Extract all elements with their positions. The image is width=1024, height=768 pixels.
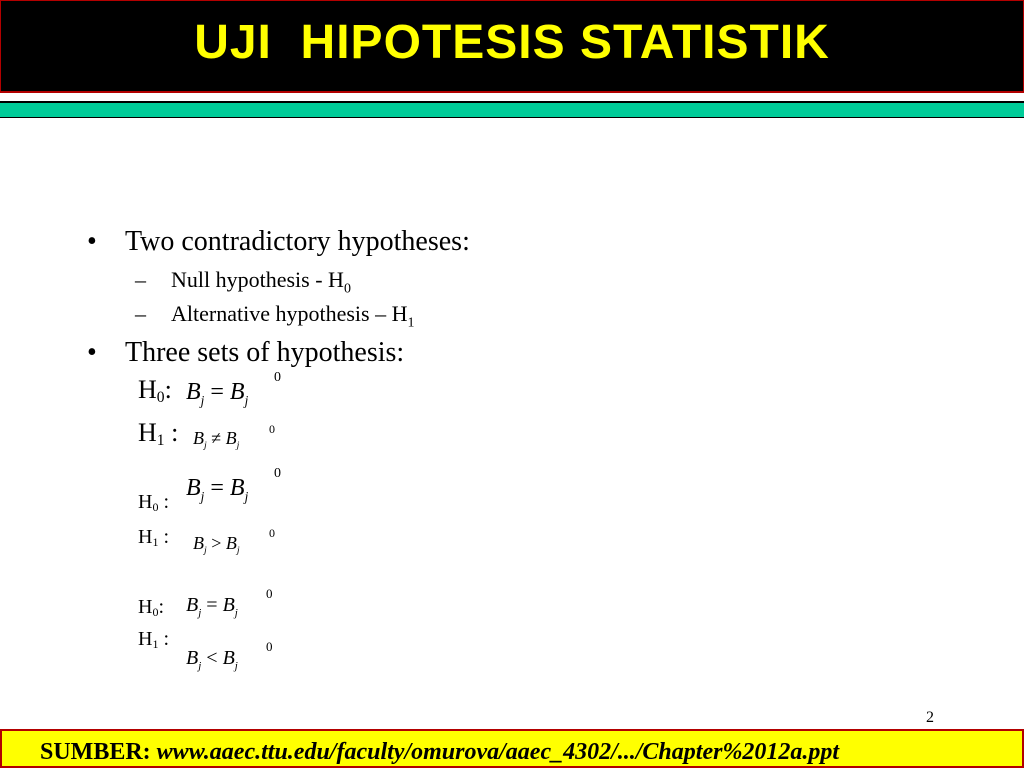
equation-h0-set3: $B_j = B_j$ 0 [186, 586, 273, 619]
equation-h1-set3: $B_j < B_j$ 0 [186, 639, 273, 672]
equation-h1-set2: $B_j > B_j$ 0 [193, 526, 275, 557]
h0-label-set1: $H_0$: [138, 375, 172, 406]
footer-label: SUMBER: [40, 739, 151, 765]
sub-text: Null hypothesis - H [171, 267, 344, 292]
bullet-glyph: • [87, 226, 97, 257]
bullet-glyph: • [87, 337, 97, 368]
sub-index: 1 [407, 315, 415, 331]
bullet-text: Three sets of hypothesis: [125, 337, 405, 368]
slide-title: UJI HIPOTESIS STATISTIK [194, 16, 830, 69]
source-url: www.aaec.ttu.edu/faculty/omurova/aaec_4302/.../Chapter%2012a.ppt [156, 739, 840, 765]
page-number: 2 [926, 709, 934, 726]
sub-text: Alternative hypothesis – H [171, 301, 408, 326]
bullet-two-hypotheses [87, 226, 470, 258]
sub-null-hypothesis [135, 267, 351, 297]
sub-index: 0 [343, 281, 351, 297]
h1-label-set3: $H_1$ : [138, 628, 170, 651]
dash-glyph: – [135, 267, 146, 292]
equation-h0-set2: $B_j = B_j$ 0 [186, 466, 281, 504]
equation-h1-set1: $B_j \ne B_j$ 0 [193, 422, 275, 452]
h0-label-set2: $H_0$ : [138, 491, 170, 514]
h1-label-set2: $H_1$ : [138, 526, 170, 549]
bullet-text: Two contradictory hypotheses: [125, 226, 470, 257]
sub-alternative-hypothesis [135, 301, 415, 331]
dash-glyph: – [135, 301, 146, 326]
bullet-three-sets [87, 337, 405, 369]
h1-label-set1: $H_1$ : [138, 418, 179, 449]
footer-text [40, 739, 839, 766]
equation-h0-set1: $B_j = B_j$ 0 [186, 370, 281, 408]
source-footer [0, 729, 1024, 768]
h0-label-set3: $H_0$: [138, 596, 165, 619]
